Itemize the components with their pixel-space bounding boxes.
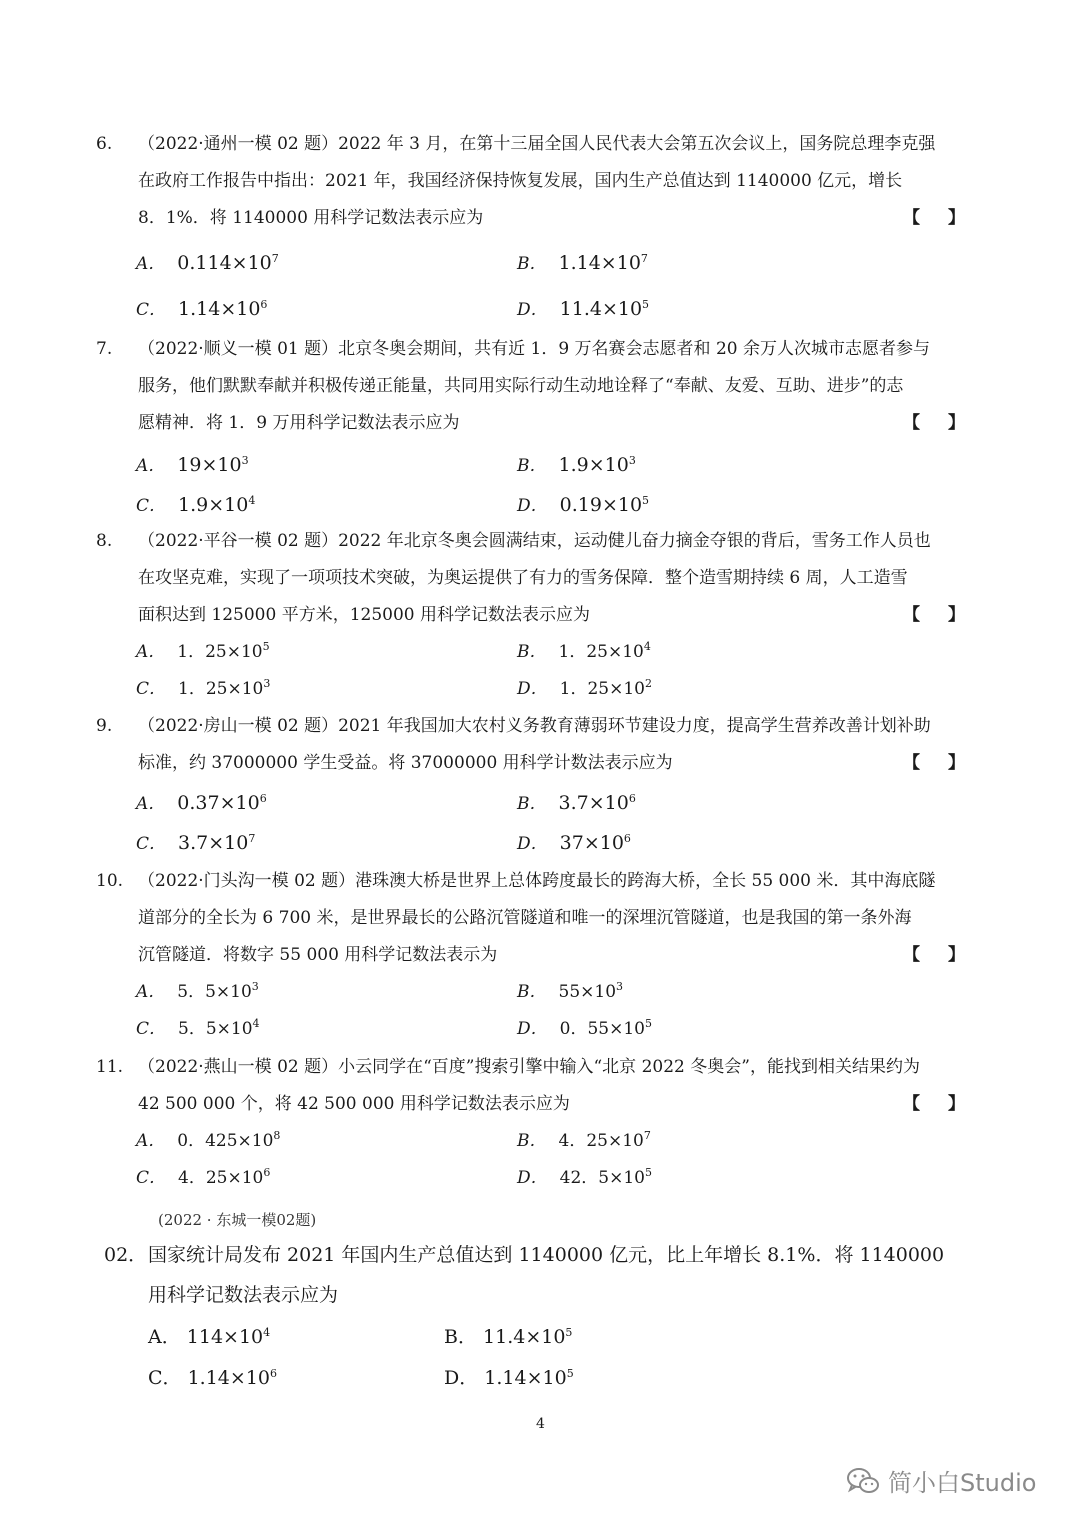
watermark-text: 简小白Studio — [888, 1469, 1037, 1497]
answer-bracket: 【】 — [903, 208, 993, 228]
question-stem-line: 面积达到 125000 平方米，125000 用科学记数法表示应为 — [138, 605, 591, 625]
question-stem-line: 用科学记数法表示应为 — [148, 1284, 339, 1306]
question-stem-line: （2022·平谷一模 02 题）2022 年北京冬奥会圆满结束，运动健儿奋力摘金夺银的背后，雪务工作人员也 — [138, 531, 931, 551]
question-source: (2022 · 东城一模02题) — [158, 1211, 317, 1229]
question-number: 6. — [96, 134, 113, 154]
option-d: D． $11.4\times 10^5$ — [517, 298, 650, 320]
question-stem-line: （2022·顺义一模 01 题）北京冬奥会期间，共有近 1．9 万名赛会志愿者和 20 余万人次城市志愿者参与 — [138, 339, 930, 359]
answer-bracket: 【】 — [903, 945, 993, 965]
option-b: B． $55\times 10^3$ — [517, 980, 624, 1002]
question-number: 8. — [96, 531, 113, 551]
option-a: A． $114\times 10^4$ — [148, 1326, 271, 1348]
option-b: B． $3.7\times 10^6$ — [517, 792, 636, 814]
option-c: C． $1.9\times 10^4$ — [136, 494, 256, 516]
question-stem-line: 道部分的全长为 6 700 米，是世界最长的公路沉管隧道和唯一的深埋沉管隧道，也是我国的第一条外海 — [138, 908, 912, 928]
question-stem-line: 沉管隧道．将数字 55 000 用科学记数法表示为 — [138, 945, 498, 965]
option-b: B． 1．$25\times 10^4$ — [517, 640, 651, 662]
question-stem-line: 标准，约 37000000 学生受益。将 37000000 用科学计数法表示应为 — [138, 753, 673, 773]
option-a: A． $0.114\times 10^7$ — [136, 252, 279, 274]
option-d: D． 42．$5\times 10^5$ — [517, 1166, 652, 1188]
question-stem-line: 42 500 000 个，将 42 500 000 用科学记数法表示应为 — [138, 1094, 570, 1114]
option-c: C． $1.14\times 10^6$ — [136, 298, 268, 320]
question-stem-line: （2022·燕山一模 02 题）小云同学在“百度”搜索引擎中输入“北京 2022 冬奥会”，能找到相关结果约为 — [138, 1057, 920, 1077]
option-c: C． 5．$5\times 10^4$ — [136, 1017, 260, 1039]
answer-bracket: 【】 — [903, 413, 993, 433]
wechat-icon — [846, 1467, 880, 1495]
page-number: 4 — [536, 1416, 545, 1432]
option-d: D． 0．$55\times 10^5$ — [517, 1017, 652, 1039]
option-d: D． 1．$25\times 10^2$ — [517, 677, 652, 699]
answer-bracket: 【】 — [903, 753, 993, 773]
option-b: B． $1.9\times 10^3$ — [517, 454, 636, 476]
option-b: B． $1.14\times 10^7$ — [517, 252, 648, 274]
question-stem-line: （2022·通州一模 02 题）2022 年 3 月，在第十三届全国人民代表大会第五次会议上，国务院总理李克强 — [138, 134, 936, 154]
answer-bracket: 【】 — [903, 605, 993, 625]
option-d: D． $37\times 10^6$ — [517, 832, 631, 854]
option-b: B． $11.4\times 10^5$ — [444, 1326, 573, 1348]
answer-bracket: 【】 — [903, 1094, 993, 1114]
option-c: C． 1．$25\times 10^3$ — [136, 677, 271, 699]
question-number: 02． — [104, 1244, 148, 1266]
question-number: 10. — [96, 871, 124, 891]
question-stem-line: （2022·门头沟一模 02 题）港珠澳大桥是世界上总体跨度最长的跨海大桥，全长 55 000 米．其中海底隧 — [138, 871, 936, 891]
option-a: A． $0.37\times 10^6$ — [136, 792, 267, 814]
question-stem-line: 愿精神．将 1．9 万用科学记数法表示应为 — [138, 413, 460, 433]
question-stem-line: 8．1%．将 1140000 用科学记数法表示应为 — [138, 208, 484, 228]
option-d: D． $1.14\times 10^5$ — [444, 1367, 574, 1389]
option-c: C． 4．$25\times 10^6$ — [136, 1166, 271, 1188]
option-a: A． 5．$5\times 10^3$ — [136, 980, 259, 1002]
question-stem-line: 在攻坚克难，实现了一项项技术突破，为奥运提供了有力的雪务保障．整个造雪期持续 6 周，人工造雪 — [138, 568, 908, 588]
option-d: D． $0.19\times 10^5$ — [517, 494, 650, 516]
option-b: B． 4．$25\times 10^7$ — [517, 1129, 651, 1151]
question-stem-line: 国家统计局发布 2021 年国内生产总值达到 1140000 亿元，比上年增长 8.1%．将 1140000 — [148, 1244, 945, 1266]
watermark — [846, 1463, 1036, 1498]
option-a: A． $19\times 10^3$ — [136, 454, 249, 476]
question-number: 7. — [96, 339, 113, 359]
question-number: 11. — [96, 1057, 124, 1077]
question-stem-line: 服务，他们默默奉献并积极传递正能量，共同用实际行动生动地诠释了“奉献、友爱、互助、进步”的志 — [138, 376, 904, 396]
question-stem-line: （2022·房山一模 02 题）2021 年我国加大农村义务教育薄弱环节建设力度，提高学生营养改善计划补助 — [138, 716, 931, 736]
option-c: C． $1.14\times 10^6$ — [148, 1367, 277, 1389]
question-number: 9. — [96, 716, 113, 736]
question-stem-line: 在政府工作报告中指出：2021 年，我国经济保持恢复发展，国内生产总值达到 1140000 亿元，增长 — [138, 171, 903, 191]
option-a: A． 0．$425\times 10^8$ — [136, 1129, 281, 1151]
option-c: C． $3.7\times 10^7$ — [136, 832, 256, 854]
option-a: A． 1．$25\times 10^5$ — [136, 640, 270, 662]
